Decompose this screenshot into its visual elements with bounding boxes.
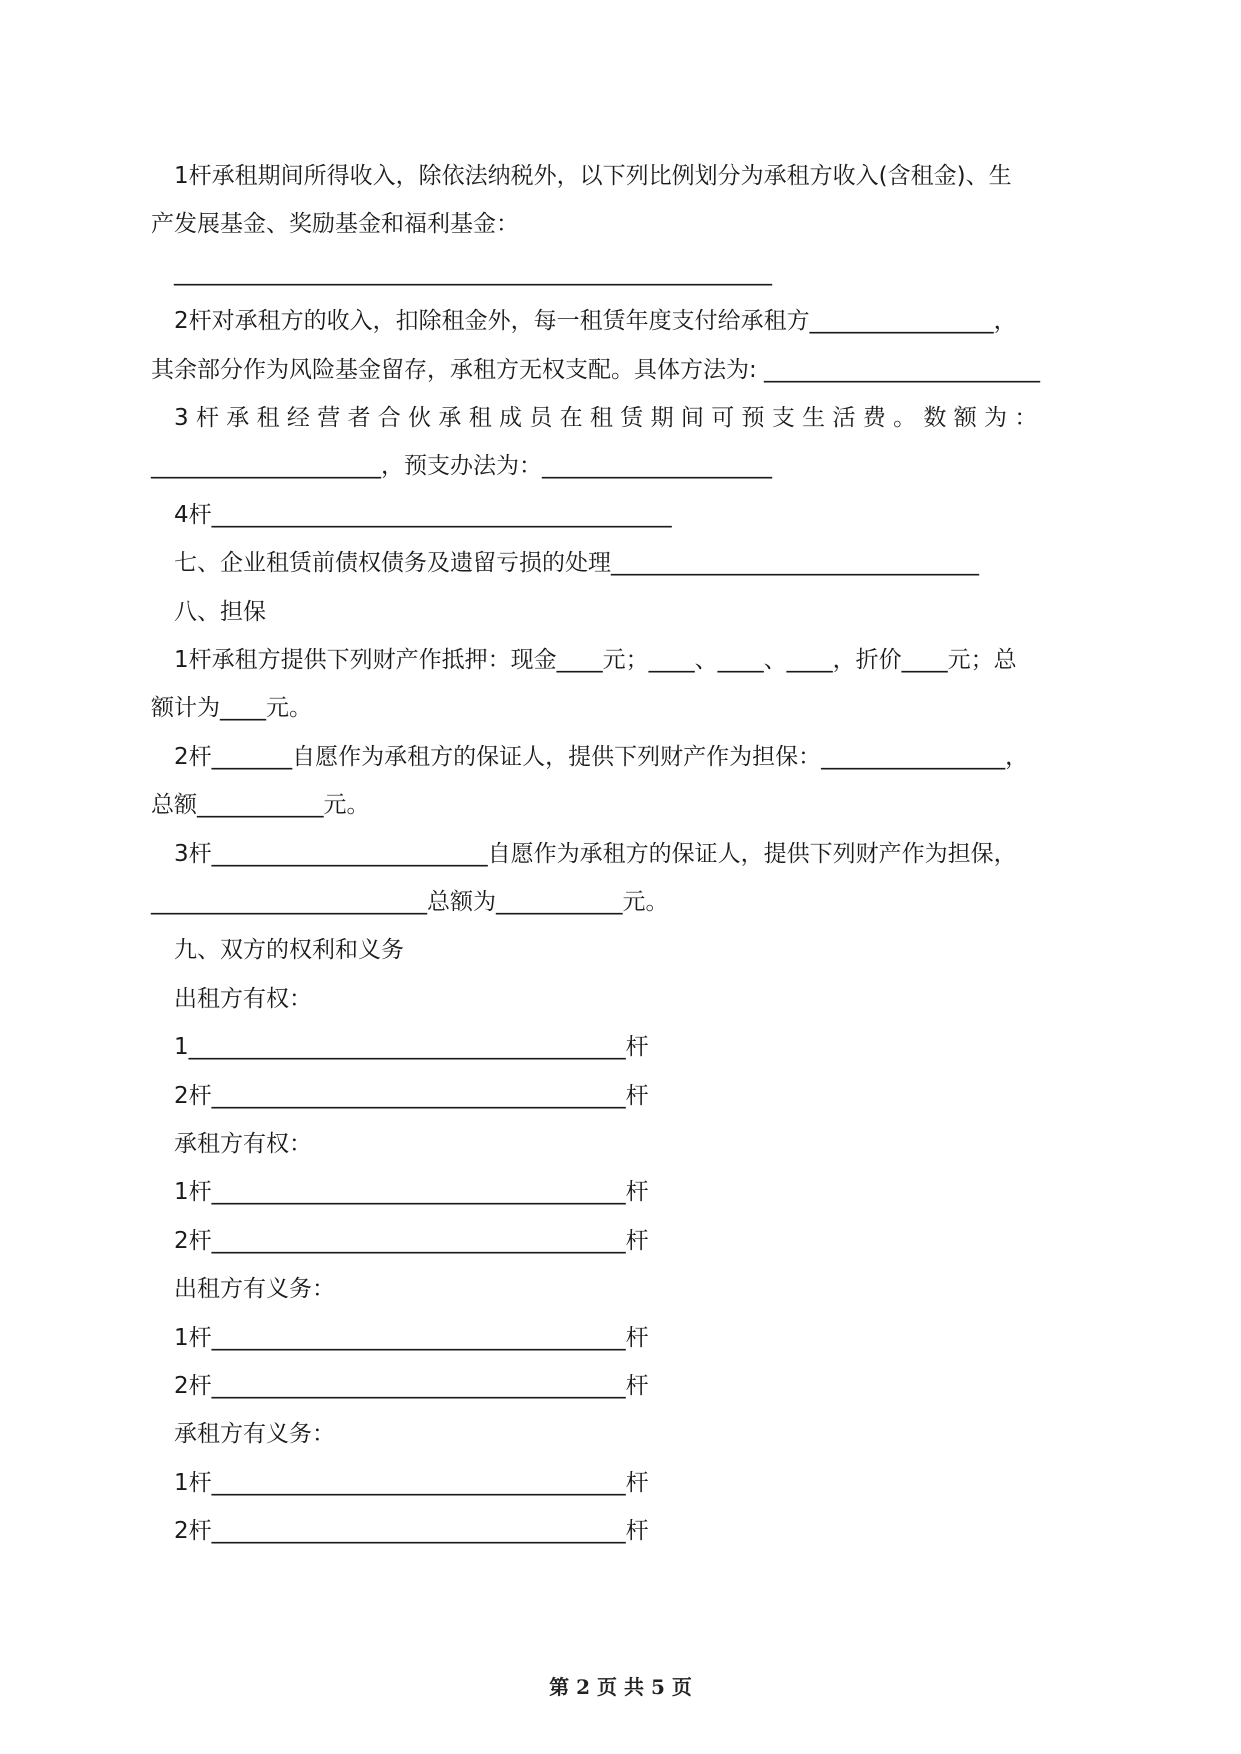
lessor-duties-heading: 出租方有义务： — [174, 1276, 335, 1302]
clause-6-1-blank: ____________________________________________________ — [174, 260, 772, 286]
lessor-rights-item-2: 2杆____________________________________杆 — [174, 1083, 649, 1109]
lessee-duties-item-1: 1杆____________________________________杆 — [174, 1470, 649, 1496]
clause-6-2-line-2: 其余部分作为风险基金留存，承租方无权支配。具体方法为: ________________________ — [151, 357, 1041, 383]
lessor-rights-heading: 出租方有权： — [174, 986, 312, 1012]
section-9-heading: 九、双方的权利和义务 — [174, 937, 404, 963]
clause-6-3-line-2: ____________________，预支办法为：____________________ — [151, 453, 772, 479]
clause-6-3-line-1: 3 杆 承 租 经 营 者 合 伙 承 租 成 员 在 租 赁 期 间 可 预 支 生 活 费 。 数 额 为 ： — [174, 405, 1038, 431]
lessee-duties-item-2: 2杆____________________________________杆 — [174, 1518, 649, 1544]
page-footer: 第 2 页 共 5 页 — [549, 1675, 692, 1699]
clause-6-2-line-1: 2杆对承租方的收入，扣除租金外，每一租赁年度支付给承租方________________， — [174, 308, 1017, 334]
clause-8-1-line-2: 额计为____元。 — [151, 695, 312, 721]
clause-6-1-line-2: 产发展基金、奖励基金和福利基金： — [151, 211, 519, 237]
clause-8-2-line-1: 2杆_______自愿作为承租方的保证人，提供下列财产作为担保：________________， — [174, 744, 1029, 770]
section-8-heading: 八、担保 — [174, 599, 266, 625]
clause-6-4: 4杆________________________________________ — [174, 502, 672, 528]
lessor-duties-item-1: 1杆____________________________________杆 — [174, 1325, 649, 1351]
lessee-duties-heading: 承租方有义务： — [174, 1421, 335, 1447]
clause-8-3-line-1: 3杆________________________自愿作为承租方的保证人，提供下列财产作为担保， — [174, 841, 1017, 867]
section-7-heading: 七、企业租赁前债权债务及遗留亏损的处理________________________________ — [174, 550, 979, 576]
clause-8-1-line-1: 1杆承租方提供下列财产作抵押：现金____元；____、____、____，折价____元；总 — [174, 647, 1017, 673]
lessor-duties-item-2: 2杆____________________________________杆 — [174, 1373, 649, 1399]
lessee-rights-heading: 承租方有权： — [174, 1131, 312, 1157]
clause-8-3-line-2: ________________________总额为___________元。 — [151, 889, 669, 915]
lessee-rights-item-2: 2杆____________________________________杆 — [174, 1228, 649, 1254]
clause-6-1-line-1: 1杆承租期间所得收入，除依法纳税外，以下列比例划分为承租方收入(含租金)、生 — [174, 163, 1012, 189]
lessee-rights-item-1: 1杆____________________________________杆 — [174, 1179, 649, 1205]
clause-8-2-line-2: 总额___________元。 — [151, 792, 370, 818]
lessor-rights-item-1: 1______________________________________杆 — [174, 1034, 649, 1060]
